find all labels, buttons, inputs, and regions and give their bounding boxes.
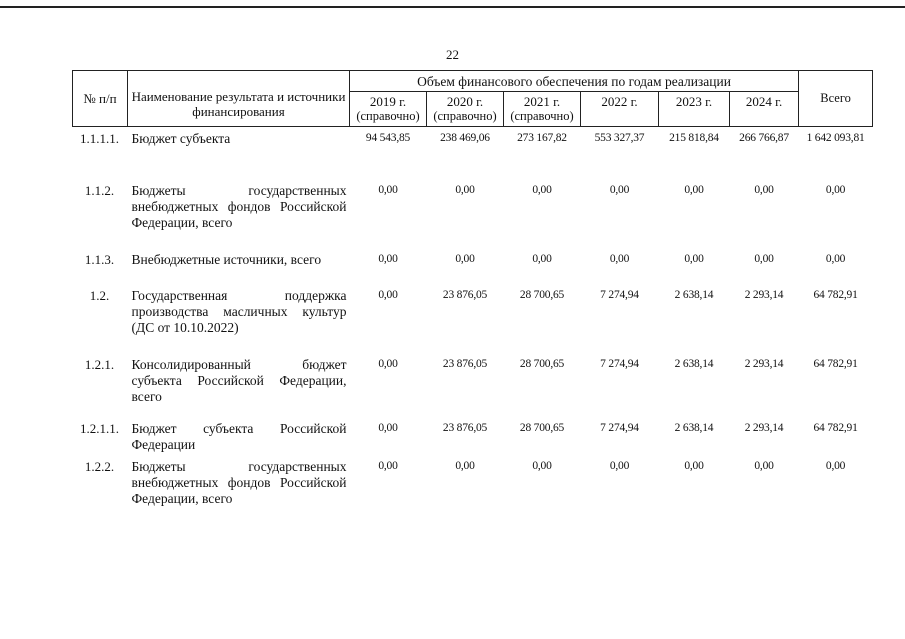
value-cell: 266 766,87 <box>739 132 789 144</box>
value-cell: 23 876,05 <box>442 421 488 434</box>
value-cell: 2 638,14 <box>674 288 714 301</box>
value-cell: 1 642 093,81 <box>806 132 865 144</box>
value-cell: 0,00 <box>609 252 630 265</box>
row-code: 1.2.1. <box>84 356 115 372</box>
value-cell: 0,00 <box>378 288 398 301</box>
value-cell: 64 782,91 <box>813 288 858 301</box>
top-rule <box>0 0 905 8</box>
page-number: 22 <box>446 47 459 62</box>
value-cell: 2 638,14 <box>674 357 714 370</box>
value-cell: 7 274,94 <box>600 421 639 434</box>
value-cell: 94 543,85 <box>365 132 411 144</box>
header-number: № п/п <box>73 71 128 127</box>
header-year-2023 <box>659 92 730 127</box>
value-cell: 0,00 <box>825 459 846 472</box>
value-cell: 2 293,14 <box>744 288 784 301</box>
table-row <box>73 455 873 511</box>
value-cell: 0,00 <box>684 252 704 265</box>
table-row <box>73 353 873 417</box>
header-year-2021 <box>504 92 581 127</box>
header-year-2020 <box>427 92 504 127</box>
year-note: (справочно) <box>510 109 574 123</box>
value-cell: 2 293,14 <box>744 357 784 370</box>
row-code: 1.1.2. <box>84 182 115 198</box>
header-year-2022 <box>581 92 659 127</box>
value-cell: 273 167,82 <box>517 132 567 144</box>
row-code: 1.2.2. <box>84 458 115 474</box>
year-label: 2022 г. <box>601 94 638 109</box>
table-row <box>73 127 873 179</box>
header-total: Всего <box>799 71 873 127</box>
value-cell: 23 876,05 <box>442 288 488 301</box>
year-note: (справочно) <box>433 109 497 123</box>
row-code: 1.2.1.1. <box>80 420 119 436</box>
table-row <box>73 417 873 455</box>
row-code: 1.1.1.1. <box>80 131 119 146</box>
table-row <box>73 248 873 284</box>
row-name: Государственная поддержка производства масличных культур (ДС от 10.10.2022) <box>131 287 347 335</box>
value-cell: 0,00 <box>754 183 774 196</box>
year-label: 2021 г. <box>523 94 561 109</box>
value-cell: 238 469,06 <box>440 132 490 144</box>
year-label: 2019 г. <box>369 94 407 109</box>
value-cell: 2 293,14 <box>744 421 784 434</box>
row-code: 1.2. <box>89 287 110 303</box>
header-name: Наименование результата и источники финансирования <box>128 71 350 127</box>
header-period: Объем финансового обеспечения по годам реализации <box>350 71 799 92</box>
value-cell: 0,00 <box>609 459 630 472</box>
value-cell: 553 327,37 <box>594 132 645 144</box>
budget-table <box>72 70 873 511</box>
value-cell: 28 700,65 <box>519 421 565 434</box>
value-cell: 0,00 <box>684 183 704 196</box>
value-cell: 7 274,94 <box>600 288 639 301</box>
value-cell: 0,00 <box>378 183 398 196</box>
value-cell: 0,00 <box>825 183 846 196</box>
year-label: 2020 г. <box>446 94 484 109</box>
value-cell: 28 700,65 <box>519 288 565 301</box>
header-year-2024 <box>730 92 799 127</box>
row-name: Бюджет субъекта Российской Федерации <box>131 420 347 452</box>
row-code: 1.1.3. <box>84 251 115 267</box>
header-year-2019 <box>350 92 427 127</box>
value-cell: 0,00 <box>455 459 475 472</box>
value-cell: 0,00 <box>609 183 630 196</box>
row-name: Бюджет субъекта <box>131 131 231 146</box>
year-label: 2023 г. <box>675 94 713 109</box>
header-row-top <box>73 71 873 92</box>
row-name: Бюджеты государственных внебюджетных фондов Российской Федерации, всего <box>131 182 347 230</box>
value-cell: 0,00 <box>455 183 475 196</box>
value-cell: 0,00 <box>378 459 398 472</box>
year-label: 2024 г. <box>745 94 783 109</box>
table-row <box>73 179 873 248</box>
value-cell: 215 818,84 <box>669 132 719 144</box>
value-cell: 64 782,91 <box>813 357 858 370</box>
value-cell: 0,00 <box>825 252 846 265</box>
value-cell: 28 700,65 <box>519 357 565 370</box>
value-cell: 0,00 <box>378 421 398 434</box>
row-name: Внебюджетные источники, всего <box>131 251 322 267</box>
value-cell: 2 638,14 <box>674 421 714 434</box>
value-cell: 64 782,91 <box>813 421 858 434</box>
value-cell: 7 274,94 <box>600 357 639 370</box>
value-cell: 0,00 <box>532 459 552 472</box>
value-cell: 0,00 <box>532 183 552 196</box>
value-cell: 0,00 <box>378 357 398 370</box>
value-cell: 0,00 <box>455 252 475 265</box>
value-cell: 23 876,05 <box>442 357 488 370</box>
year-note: (справочно) <box>356 109 420 123</box>
row-name: Бюджеты государственных внебюджетных фондов Российской Федерации, всего <box>131 458 347 506</box>
value-cell: 0,00 <box>754 252 774 265</box>
table-row <box>73 284 873 353</box>
value-cell: 0,00 <box>532 252 552 265</box>
value-cell: 0,00 <box>378 252 398 265</box>
value-cell: 0,00 <box>684 459 704 472</box>
value-cell: 0,00 <box>754 459 774 472</box>
row-name: Консолидированный бюджет субъекта Российской Федерации, всего <box>131 356 347 404</box>
